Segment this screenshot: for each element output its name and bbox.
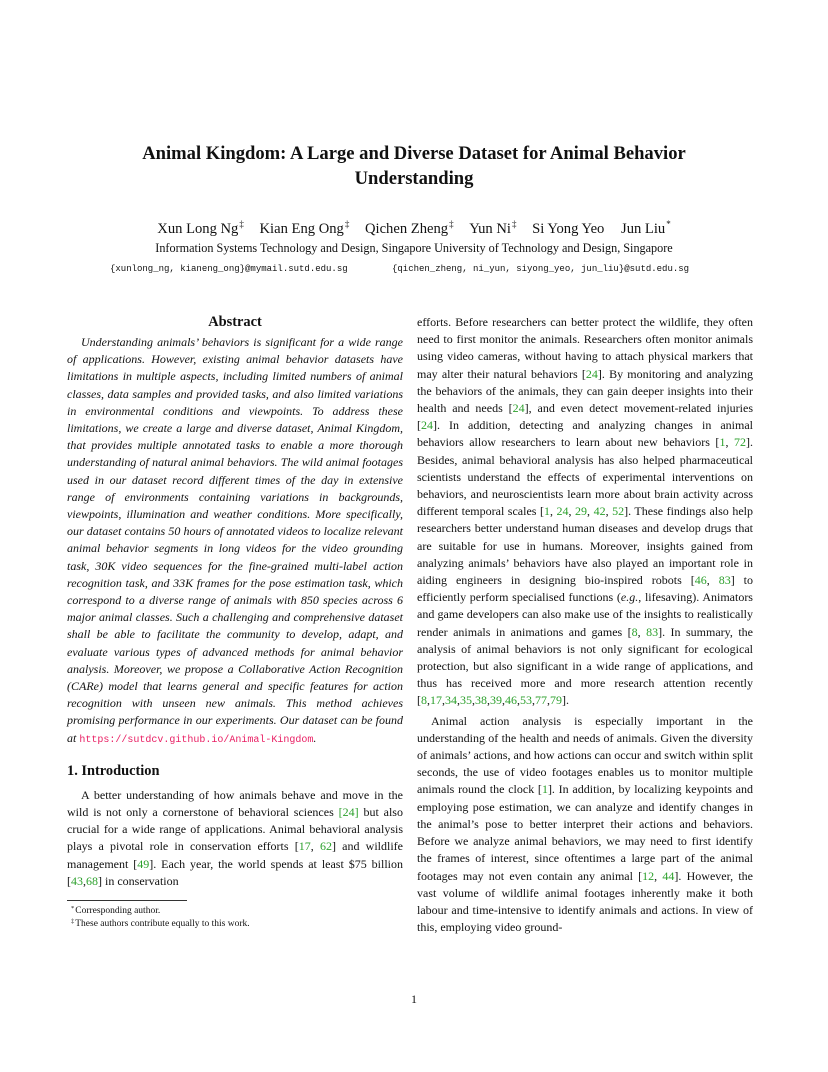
author: Kian Eng Ong‡ [259, 219, 350, 237]
citation-link[interactable]: 77 [535, 693, 547, 708]
paragraph-text: ]. Each year, the world spends at least $75 billion [ [67, 856, 403, 888]
affiliation: Information Systems Technology and Design, Singapore University of Technology and Design, Singapore [155, 241, 673, 255]
paragraph-text: , [457, 693, 460, 708]
paragraph-text: ]. These findings also help researchers better understand human diseases and develop drugs that are suitable for use in humans. Moreover, insights gained from analyzing animals’ behaviors have also played an important role in aiding engineers in designing bio-inspired robots [ [417, 504, 753, 588]
citation-link[interactable]: 38 [475, 693, 487, 708]
citation-link[interactable]: 35 [460, 693, 472, 708]
intro-body-left [67, 787, 403, 890]
citation-link[interactable]: 42 [593, 504, 606, 519]
citation-link[interactable]: 53 [520, 693, 532, 708]
citation-link[interactable]: 12 [642, 868, 655, 883]
citation-link[interactable]: 46 [505, 693, 517, 708]
intro-paragraph-2 [417, 314, 753, 710]
paragraph-text: ]. However, the vast volume of wildlife animal footages inherently make it both labour and time-intensive to identify animals and actions. In view of this, employing video ground- [417, 868, 754, 935]
footnote-corresponding: *Corresponding author. [71, 905, 161, 917]
abstract-text: Understanding animals’ behaviors is significant for a wide range of applications. However, existing animal behavior datasets have limitations in multiple aspects, including limited numbers of animal classes, data samples and provided tasks, and also limited variations in environmental conditions and viewpoints. To address these limitations, we create a large and diverse dataset, Animal Kingdom, that provides multiple annotated tasks to enable a more thorough understanding of natural animal behaviors. The wild animal footages used in our dataset record different times of the day in extensive range of environments containing variations in backgrounds, viewpoints, illumination and weather conditions. More specifically, our dataset contains 50 hours of annotated videos to localize relevant animal behavior segments in long videos for the video grounding task, 30K video sequences for the fine-grained multi-label action recognition task, and 33K frames for the pose estimation task, which correspond to a diverse range of animals with 850 species across 6 major animal classes. Such a challenging and comprehensive dataset shall be able to facilitate the community to develop, adapt, and evaluate various types of advanced methods for animal behavior analysis. Moreover, we propose a Collaborative Action Recognition (CARe) model that learns general and specific features for action recognition with unseen new animals. This method achieves promising performance in our experiments. Our dataset can be found at [67, 335, 403, 745]
intro-paragraph-3 [417, 713, 753, 937]
paragraph-text: ]. By monitoring and analyzing the behaviors of the animals, they can gain deeper insights into their health and needs [ [417, 366, 753, 416]
abstract-heading: Abstract [208, 314, 262, 330]
footnote-rule [67, 900, 187, 901]
paragraph-text: , [532, 693, 535, 708]
title-line-2: Understanding [354, 168, 474, 189]
citation-link[interactable]: 39 [490, 693, 502, 708]
paragraph-text: , lifesaving). Animators and game developers can also make use of the insights to realistically render animals in animations and games [ [417, 590, 753, 639]
right-column [417, 314, 753, 936]
page-number: 1 [411, 992, 417, 1006]
citation-link[interactable]: 34 [445, 693, 457, 708]
paragraph-text: ]. [562, 693, 569, 708]
citation-link[interactable]: 17 [298, 839, 311, 854]
intro-paragraph-1 [67, 787, 403, 890]
citation-link[interactable]: 49 [137, 856, 150, 871]
paragraph-text: , [605, 504, 613, 519]
author: Si Yong Yeo [532, 221, 605, 237]
email-group-1: {xunlong_ng, kianeng_ong}@mymail.sutd.edu.sg [110, 264, 348, 274]
paragraph-text: , [587, 504, 594, 519]
abstract-url-end: . [313, 730, 317, 745]
citation-link[interactable]: 24 [421, 418, 433, 433]
citation-link[interactable]: 68 [86, 873, 98, 888]
left-column [67, 312, 403, 931]
citation-link[interactable]: 79 [550, 693, 562, 708]
paragraph-text: , [517, 693, 520, 708]
citation-link[interactable]: 62 [319, 839, 332, 854]
author: Jun Liu* [621, 219, 671, 237]
paragraph-text: , [568, 504, 576, 519]
author: Yun Ni‡ [469, 219, 517, 237]
paragraph-text: , [487, 693, 490, 708]
email-group-2: {qichen_zheng, ni_yun, siyong_yeo, jun_liu}@sutd.edu.sg [392, 264, 690, 274]
paragraph-text: , [725, 435, 735, 450]
citation-link[interactable]: 52 [612, 504, 625, 519]
dataset-url-link[interactable]: https://sutdcv.github.io/Animal-Kingdom [79, 734, 314, 746]
citation-link[interactable]: 83 [646, 624, 659, 639]
author: Qichen Zheng‡ [364, 219, 454, 237]
paragraph-text: ]. In summary, the analysis of animal behaviors is not only significant for ecological protection, but also significant in a wide range of applications, and thus has received more and more research attention recently [ [417, 624, 753, 708]
paragraph-text: , [472, 693, 475, 708]
paragraph-text: ] to efficiently perform specialised functions ( [417, 573, 753, 605]
citation-link[interactable]: 29 [575, 504, 588, 519]
paragraph-text: , [442, 693, 445, 708]
citation-link[interactable]: 24 [556, 504, 569, 519]
paragraph-text: ] in conservation [98, 873, 179, 888]
paper-title [60, 141, 768, 191]
citation-link[interactable]: 1 [543, 504, 550, 519]
title-line-1: Animal Kingdom: A Large and Diverse Dataset for Animal Behavior [142, 143, 686, 164]
paragraph-text: ] and wildlife management [ [67, 839, 404, 871]
citation-link[interactable]: 8 [421, 693, 427, 708]
footnote-equal-contribution: ‡These authors contribute equally to this work. [71, 918, 250, 930]
abstract-body [67, 334, 403, 749]
paragraph-text: , [637, 624, 647, 639]
citation-link[interactable]: 17 [430, 693, 442, 708]
citation-link[interactable]: 46 [694, 573, 707, 588]
paragraph-text: , [427, 693, 430, 708]
citation-link[interactable]: 72 [734, 435, 747, 450]
paragraph-text: A better understanding of how animals behave and move in the wild is not only a cornerstone of behavioral sciences [67, 787, 403, 820]
paragraph-text: , [547, 693, 550, 708]
paragraph-text: ]. Besides, animal behavioral analysis has also helped pharmaceutical scientists understand the effects of experimental interventions on behaviors, and neuroscientists learn more about brain activity across different temporal scales [ [417, 435, 754, 519]
paragraph-text: , [502, 693, 505, 708]
citation-link[interactable]: 24 [585, 366, 598, 381]
paragraph-text: Animal action analysis is especially important in the understanding of the health and needs of animals. Given the diversity of animals’ actions, and how actions can occur and switch within split seconds, the use of video footages enables us to monitor multiple animals round the clock [ [417, 713, 753, 797]
citation-link[interactable]: 24 [512, 401, 525, 416]
citation-link[interactable]: 8 [631, 624, 638, 639]
paragraph-text: , [549, 504, 557, 519]
paragraph-text: ], and even detect movement-related injuries [ [417, 401, 753, 433]
citation-link[interactable]: 1 [719, 435, 726, 450]
citation-link[interactable]: 83 [718, 573, 731, 588]
citation-link[interactable]: 1 [541, 782, 548, 797]
italic-text: e.g. [620, 590, 639, 605]
paragraph-text: , [706, 573, 719, 588]
author: Xun Long Ng‡ [157, 219, 244, 237]
abstract-paragraph [67, 334, 403, 749]
intro-body-right [417, 314, 753, 936]
paragraph-text: ]. In addition, by localizing keypoints and employing pose estimation, we can analyze and identify changes in the animal’s pose to better interpret their actions and behaviors. Before we analyze animal behaviors, we may need to first identify the frames of interest, since oftentimes a large part of the animal footages may not even contain any animal [ [417, 782, 754, 883]
paragraph-text: , [654, 868, 663, 883]
citation-link[interactable]: 44 [662, 868, 675, 883]
citation-link[interactable]: [24] [338, 805, 359, 820]
paragraph-text: , [83, 873, 86, 888]
introduction-heading: 1. Introduction [67, 762, 160, 779]
paragraph-text: efforts. Before researchers can better protect the wildlife, they often need to first monitor the animals. Researchers often monitor animals using video cameras, without having to attach physical markers that may alter their natural behaviors [ [417, 315, 753, 381]
paragraph-text: ]. In addition, detecting and analyzing changes in animal behaviors allow researchers to learn about new behaviors [ [417, 418, 753, 450]
paragraph-text: , [310, 839, 320, 854]
author-list [40, 219, 788, 239]
paragraph-text: but also crucial for a wide range of applications. Animal behavioral analysis plays a pivotal role in conservation efforts [ [67, 805, 403, 854]
citation-link[interactable]: 43 [71, 873, 83, 888]
